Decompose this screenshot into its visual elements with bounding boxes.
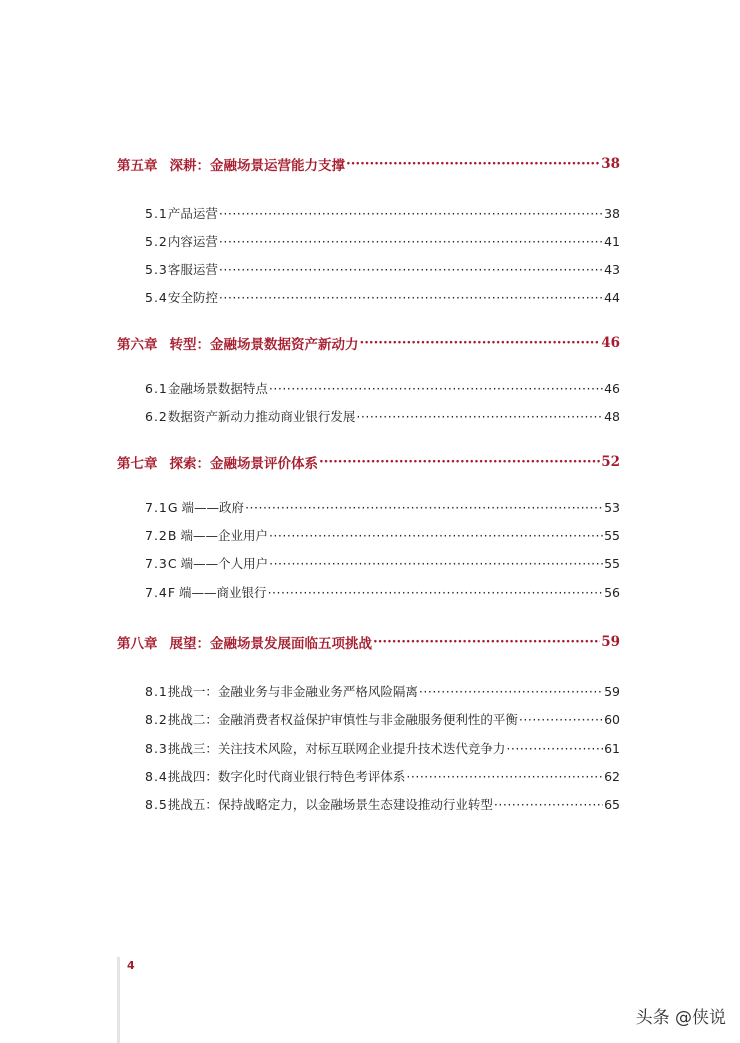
toc-section-6-2[interactable]	[145, 406, 620, 426]
dot-leader	[219, 234, 603, 249]
dot-leader	[419, 684, 603, 699]
chapter-title: 探索：金融场景评价体系	[169, 456, 318, 472]
chapter-page: 59	[601, 634, 620, 650]
dot-leader	[219, 262, 603, 277]
page-number: 4	[127, 959, 135, 972]
section-title: 挑战二：金融消费者权益保护审慎性与非金融服务便利性的平衡	[167, 712, 518, 727]
toc-section-5-2[interactable]	[145, 231, 620, 251]
section-number: 8.3	[145, 740, 168, 756]
section-title: G 端——政府	[167, 500, 245, 515]
chapter-title: 转型：金融场景数据资产新动力	[169, 337, 359, 353]
toc-chapter-8[interactable]	[117, 631, 620, 653]
toc-section-7-1[interactable]	[145, 497, 620, 517]
chapter-number: 第六章	[117, 337, 158, 353]
chapter-number: 第五章	[117, 158, 158, 174]
section-page: 44	[604, 289, 620, 305]
section-page: 60	[604, 711, 620, 727]
section-title: 产品运营	[167, 206, 218, 221]
dot-leader	[506, 741, 603, 756]
dot-leader	[219, 290, 603, 305]
section-title: 客服运营	[167, 262, 218, 277]
section-page: 59	[604, 683, 620, 699]
toc-section-5-4[interactable]	[145, 287, 620, 307]
toc-section-7-2[interactable]	[145, 525, 620, 545]
chapter-page: 46	[601, 335, 620, 351]
section-page: 53	[604, 499, 620, 515]
section-title: 挑战四：数字化时代商业银行特色考评体系	[167, 769, 406, 784]
dot-leader	[269, 381, 603, 396]
dot-leader	[360, 335, 601, 351]
section-page: 43	[604, 261, 620, 277]
dot-leader	[406, 769, 603, 784]
section-number: 6.1	[145, 380, 168, 396]
dot-leader	[373, 634, 600, 650]
toc-section-5-1[interactable]	[145, 203, 620, 223]
toc-section-7-4[interactable]	[145, 582, 620, 602]
dot-leader	[319, 454, 600, 470]
section-title: 金融场景数据特点	[167, 381, 268, 396]
toc-section-8-1[interactable]	[145, 681, 620, 701]
section-number: 8.4	[145, 768, 168, 784]
section-title: 安全防控	[167, 290, 218, 305]
dot-leader	[346, 156, 600, 172]
section-number: 7.1	[145, 499, 168, 515]
toc-section-8-3[interactable]	[145, 738, 620, 758]
chapter-number: 第七章	[117, 456, 158, 472]
toc-chapter-6[interactable]	[117, 332, 620, 354]
toc-section-6-1[interactable]	[145, 378, 620, 398]
section-page: 62	[604, 768, 620, 784]
chapter-number: 第八章	[117, 636, 158, 652]
chapter-title: 深耕：金融场景运营能力支撑	[169, 158, 345, 174]
toc-section-8-5[interactable]	[145, 794, 620, 814]
section-number: 8.1	[145, 683, 168, 699]
section-page: 55	[604, 555, 620, 571]
section-number: 5.3	[145, 261, 168, 277]
section-number: 8.2	[145, 711, 168, 727]
section-number: 6.2	[145, 408, 168, 424]
watermark: 头条 @侠说	[635, 1008, 726, 1028]
toc-chapter-7[interactable]	[117, 451, 620, 473]
section-page: 61	[604, 740, 620, 756]
dot-leader	[268, 585, 604, 600]
section-number: 5.2	[145, 233, 168, 249]
dot-leader	[245, 500, 603, 515]
toc-chapter-5[interactable]	[117, 153, 620, 175]
section-title: C 端——个人用户	[167, 556, 269, 571]
dot-leader	[356, 409, 603, 424]
section-number: 7.4	[145, 584, 168, 600]
toc-section-5-3[interactable]	[145, 259, 620, 279]
toc-section-8-2[interactable]	[145, 709, 620, 729]
section-title: 内容运营	[167, 234, 218, 249]
footer-divider	[117, 957, 120, 1043]
section-page: 48	[604, 408, 620, 424]
toc-section-7-3[interactable]	[145, 553, 620, 573]
dot-leader	[269, 556, 603, 571]
section-number: 5.1	[145, 205, 168, 221]
dot-leader	[519, 712, 603, 727]
chapter-page: 38	[601, 156, 620, 172]
dot-leader	[219, 206, 603, 221]
chapter-title: 展望：金融场景发展面临五项挑战	[169, 636, 372, 652]
section-page: 56	[604, 584, 620, 600]
section-title: 挑战三：关注技术风险，对标互联网企业提升技术迭代竞争力	[167, 741, 506, 756]
dot-leader	[269, 528, 603, 543]
section-page: 65	[604, 796, 620, 812]
section-page: 38	[604, 205, 620, 221]
section-page: 55	[604, 527, 620, 543]
section-page: 46	[604, 380, 620, 396]
section-title: 挑战五：保持战略定力，以金融场景生态建设推动行业转型	[167, 797, 493, 812]
section-number: 8.5	[145, 796, 168, 812]
toc-section-8-4[interactable]	[145, 766, 620, 786]
section-number: 7.2	[145, 527, 168, 543]
section-page: 41	[604, 233, 620, 249]
chapter-page: 52	[601, 454, 620, 470]
section-title: B 端——企业用户	[167, 528, 268, 543]
section-title: 挑战一：金融业务与非金融业务严格风险隔离	[167, 684, 418, 699]
section-title: F 端——商业银行	[167, 585, 267, 600]
dot-leader	[494, 797, 603, 812]
section-title: 数据资产新动力推动商业银行发展	[167, 409, 356, 424]
section-number: 7.3	[145, 555, 168, 571]
section-number: 5.4	[145, 289, 168, 305]
